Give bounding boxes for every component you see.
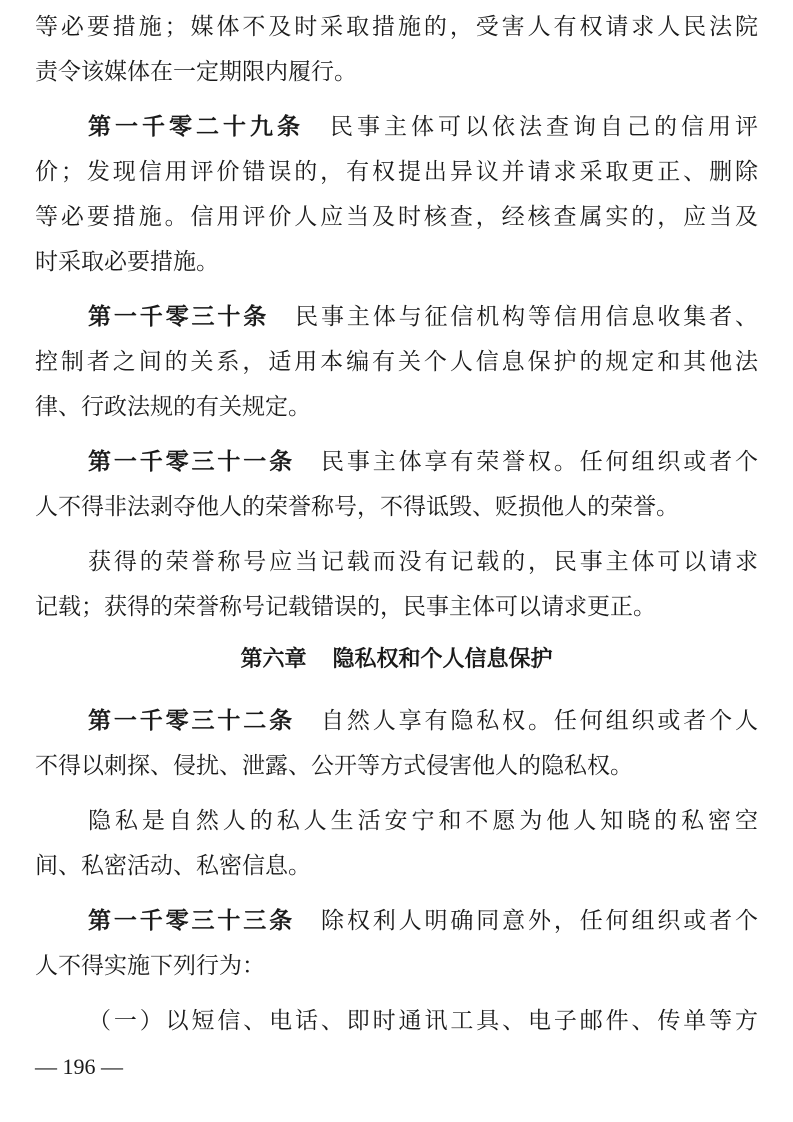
text-line <box>35 150 758 195</box>
paragraph <box>35 540 758 630</box>
line-text: 等必要措施；媒体不及时采取措施的，受害人有权请求人民法院 <box>35 14 758 40</box>
article-number: 第一千零三十二条 <box>88 708 295 734</box>
text-line <box>35 105 758 150</box>
line-text: （一）以短信、电话、即时通讯工具、电子邮件、传单等方 <box>88 1008 758 1034</box>
section-after-chapter <box>35 699 758 1044</box>
text-line <box>35 799 758 844</box>
article-paragraph <box>35 699 758 789</box>
article-number: 第一千零三十三条 <box>88 908 295 934</box>
text-line <box>35 540 758 585</box>
article-paragraph <box>35 440 758 530</box>
chapter-title: 隐私权和个人信息保护 <box>332 647 553 672</box>
line-text: 隐私是自然人的私人生活安宁和不愿为他人知晓的私密空 <box>88 808 758 834</box>
text-line <box>35 385 758 430</box>
line-text: 自然人享有隐私权。任何组织或者个人 <box>321 708 758 734</box>
article-paragraph <box>35 295 758 430</box>
line-text: 等必要措施。信用评价人应当及时核查，经核查属实的，应当及 <box>35 204 758 230</box>
line-text: 责令该媒体在一定期限内履行。 <box>35 59 357 85</box>
text-line <box>35 944 758 989</box>
article-number: 第一千零二十九条 <box>88 114 304 140</box>
text-line <box>35 999 758 1044</box>
text-line <box>35 440 758 485</box>
text-line <box>35 240 758 285</box>
paragraph <box>35 5 758 95</box>
paragraph <box>35 799 758 889</box>
article-number: 第一千零三十一条 <box>88 449 295 475</box>
document-page <box>35 5 758 1054</box>
article-number: 第一千零三十条 <box>88 304 270 330</box>
line-text: 控制者之间的关系，适用本编有关个人信息保护的规定和其他法 <box>35 349 758 375</box>
line-text: 民事主体与征信机构等信用信息收集者、 <box>295 304 758 330</box>
text-line <box>35 899 758 944</box>
line-text: 记载；获得的荣誉称号记载错误的，民事主体可以请求更正。 <box>35 594 656 620</box>
text-line <box>35 50 758 95</box>
page-number: — 196 — <box>35 1054 123 1079</box>
chapter-heading <box>35 637 758 682</box>
text-line <box>35 5 758 50</box>
line-text: 民事主体享有荣誉权。任何组织或者个 <box>321 449 758 475</box>
section-before-chapter <box>35 5 758 630</box>
line-text: 人不得非法剥夺他人的荣誉称号，不得诋毁、贬损他人的荣誉。 <box>35 494 679 520</box>
line-text: 时采取必要措施。 <box>35 249 219 275</box>
article-paragraph <box>35 105 758 285</box>
text-line <box>35 195 758 240</box>
line-text: 人不得实施下列行为： <box>35 953 265 979</box>
line-text: 律、行政法规的有关规定。 <box>35 394 311 420</box>
line-text: 不得以刺探、侵扰、泄露、公开等方式侵害他人的隐私权。 <box>35 753 633 779</box>
line-text: 除权利人明确同意外，任何组织或者个 <box>321 908 758 934</box>
text-line <box>35 585 758 630</box>
text-line <box>35 295 758 340</box>
paragraph <box>35 999 758 1044</box>
text-line <box>35 744 758 789</box>
text-line <box>35 340 758 385</box>
line-text: 民事主体可以依法查询自己的信用评 <box>330 114 758 140</box>
chapter-number: 第六章 <box>240 647 307 672</box>
line-text: 获得的荣誉称号应当记载而没有记载的，民事主体可以请求 <box>88 549 758 575</box>
article-paragraph <box>35 899 758 989</box>
text-line <box>35 485 758 530</box>
line-text: 价；发现信用评价错误的，有权提出异议并请求采取更正、删除 <box>35 159 758 185</box>
line-text: 间、私密活动、私密信息。 <box>35 853 311 879</box>
text-line <box>35 844 758 889</box>
text-line <box>35 699 758 744</box>
